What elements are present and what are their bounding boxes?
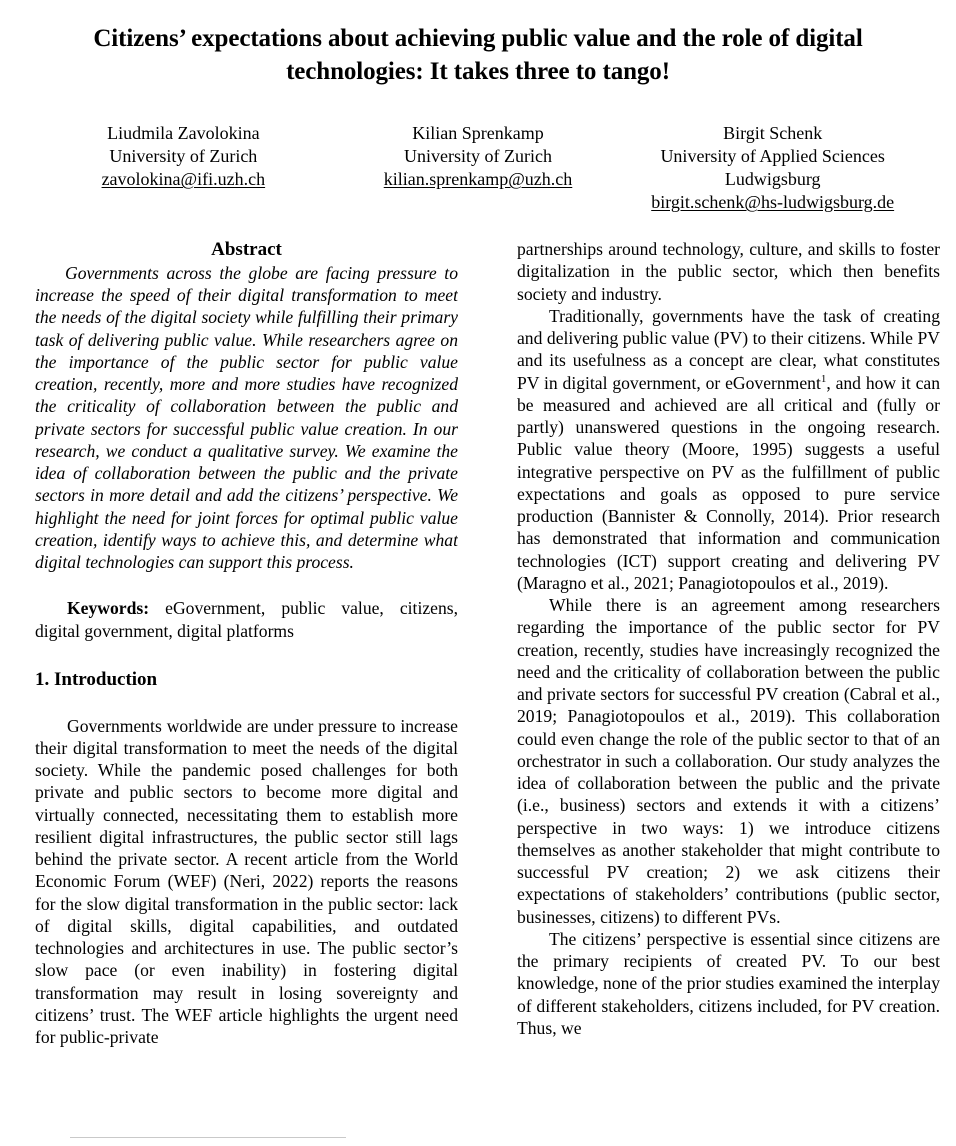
paragraph-while-agreement: While there is an agreement among researchers regarding the importance of the public sector for PV creation, recently, studies have increasingly recognized the need and the criticality of collaboration between the public and private sectors for successful PV creation (Cabral et al., 2019; Panagiotopoulos et al., 2019). This collaboration could even change the role of the public sector to that of an orchestrator in such a collaboration. Our study analyzes the idea of collaboration between the public and the private (i.e., business) sectors and extends it with a citizens’ perspective in two ways: 1) we introduce citizens themselves as another stakeholder that might contribute to successful PV creation; 2) we ask citizens their expectations of stakeholders’ contributions (public sector, businesses, citizens) to different PVs.	[517, 595, 940, 927]
author-entry	[625, 122, 920, 214]
author-affiliation: University of Zurich	[404, 146, 552, 167]
continued-paragraph: partnerships around technology, culture, and skills to foster digitalization in the public sector, which then benefits society and industry.	[517, 239, 940, 304]
title-block	[0, 0, 956, 88]
page-title: Citizens’ expectations about achieving public value and the role of digital technologies: It takes three to tango!	[93, 25, 863, 85]
paragraph-traditionally-part2: , and how it can be measured and achieved are all critical and (fully or partly) unanswered questions in the ongoing research. Public value theory (Moore, 1995) suggests a useful integrative perspective on PV as the fulfillment of public expectations and goals as opposed to pure service production (Bannister & Connolly, 2014). Prior research has demonstrated that information and communication technologies (ICT) support creating and delivering PV (Maragno et al., 2021; Panagiotopoulos et al., 2019).	[517, 372, 940, 593]
section-heading-introduction: 1. Introduction	[35, 668, 158, 690]
keywords-paragraph	[35, 597, 458, 642]
author-affiliation-line2: Ludwigsburg	[724, 169, 821, 190]
author-affiliation: University of Applied Sciences	[660, 146, 885, 167]
paragraph-traditionally-part1: Traditionally, governments have the task of creating and delivering public value (PV) to their citizens. While PV and its usefulness as a concept are clear, what constitutes PV in digital government, or eGovernment	[517, 305, 940, 393]
author-name: Birgit Schenk	[723, 123, 823, 143]
keywords-label: Keywords:	[67, 598, 150, 619]
abstract-heading: Abstract	[211, 239, 282, 260]
abstract-text: Governments across the globe are facing pressure to increase the speed of their digital transformation to meet the needs of the digital society while fulfilling their primary task of delivering public value. While researchers agree on the importance of the public sector for public value creation, recently, more and more studies have recognized the criticality of collaboration between the public and private sectors for successful public value creation. In our research, we conduct a qualitative survey. We examine the idea of collaboration between the public and the private sectors in more detail and add the citizens’ perspective. We highlight the need for joint forces for optimal public value creation, identify ways to achieve this, and determine what digital technologies can support this process.	[35, 262, 458, 573]
author-block	[0, 122, 956, 214]
author-name: Liudmila Zavolokina	[107, 123, 260, 143]
author-email-link[interactable]: kilian.sprenkamp@uzh.ch	[383, 169, 573, 190]
body-columns	[0, 238, 956, 1146]
paragraph-traditionally	[517, 305, 940, 594]
footnote-marker[interactable]: 1	[820, 372, 827, 385]
intro-paragraph-1: Governments worldwide are under pressure to increase their digital transformation to meet the needs of the digital society. While the pandemic posed challenges for both private and public sectors to become more digital and virtually connected, necessitating them to establish more resilient digital infrastructures, the public sector still lags behind the private sector. A recent article from the World Economic Forum (WEF) (Neri, 2022) reports the reasons for the slow digital transformation in the public sector: lack of digital skills, digital capabilities, and outdated technologies and architectures in use. The public sector’s slow pace (or even inability) in fostering digital transformation may result in losing sovereignty and citizens’ trust. The WEF article highlights the urgent need for public-private	[35, 715, 458, 1048]
author-entry	[331, 122, 626, 191]
author-email-link[interactable]: birgit.schenk@hs-ludwigsburg.de	[651, 192, 895, 213]
author-affiliation: University of Zurich	[109, 146, 258, 167]
column-left	[35, 238, 458, 1146]
paragraph-citizens-perspective: The citizens’ perspective is essential since citizens are the primary recipients of created PV. To our best knowledge, none of the prior studies examined the interplay of different stakeholders, citizens included, for PV creation. Thus, we	[517, 928, 940, 1038]
author-entry	[36, 122, 331, 191]
footnote-separator-rule	[70, 1137, 346, 1138]
author-name: Kilian Sprenkamp	[412, 123, 544, 143]
keywords-list: eGovernment, public value, citizens, digital government, digital platforms	[35, 598, 458, 641]
column-right	[517, 238, 940, 1146]
author-email-link[interactable]: zavolokina@ifi.uzh.ch	[101, 169, 266, 190]
